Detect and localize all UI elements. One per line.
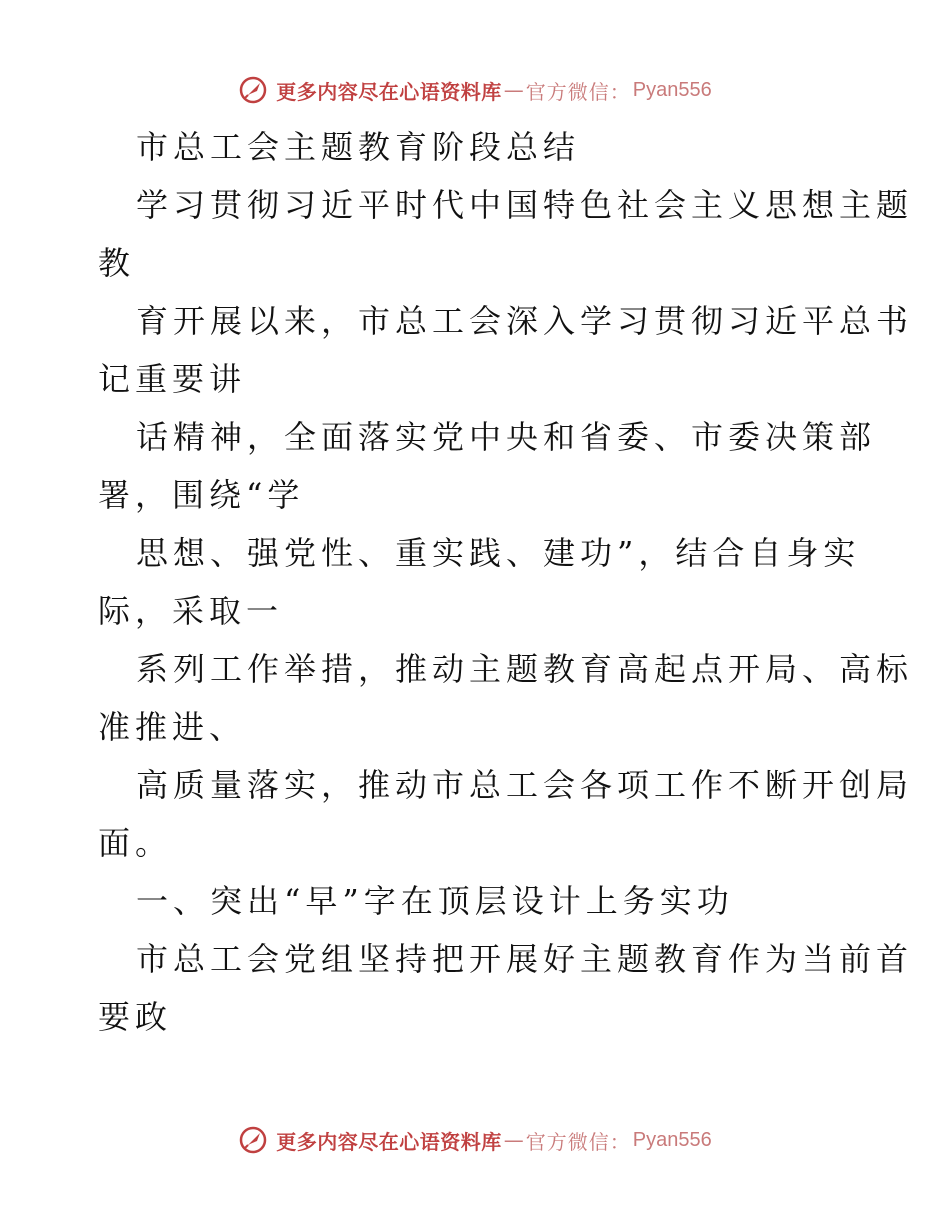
- watermark-wechat-id: Pyan556: [632, 1128, 712, 1151]
- watermark-sub-text: 官方微信：: [525, 1129, 631, 1154]
- paragraph-line: 育开展以来，市总工会深入学习贯彻习近平总书: [136, 302, 914, 340]
- paragraph-line: 准推进、: [98, 708, 247, 746]
- paragraph-line: 市总工会党组坚持把开展好主题教育作为当前首: [136, 940, 914, 978]
- quill-circle-logo-icon: [238, 75, 268, 105]
- paragraph-line: 教: [98, 244, 136, 282]
- paragraph-line: 际，采取一: [98, 592, 284, 630]
- watermark-sub-text: 官方微信：: [525, 79, 631, 104]
- paragraph-line: 话精神，全面落实党中央和省委、市委决策部: [136, 418, 877, 456]
- paragraph-line: 记重要讲: [98, 360, 247, 398]
- paragraph-line: 面。: [98, 824, 173, 862]
- header-watermark: [0, 70, 950, 110]
- watermark-wechat-id: Pyan556: [632, 78, 712, 101]
- section-heading: 一、突出“早”字在顶层设计上务实功: [136, 882, 734, 920]
- document-title: 市总工会主题教育阶段总结: [136, 128, 581, 166]
- footer-watermark: [0, 1120, 950, 1160]
- watermark-main-text: 更多内容尽在心语资料库: [276, 79, 502, 104]
- paragraph-line: 系列工作举措，推动主题教育高起点开局、高标: [136, 650, 914, 688]
- watermark-main-text: 更多内容尽在心语资料库: [276, 1129, 502, 1154]
- paragraph-line: 要政: [98, 998, 173, 1036]
- watermark-separator: —: [503, 1128, 524, 1152]
- quill-circle-logo-icon: [238, 1125, 268, 1155]
- paragraph-line: 署，围绕“学: [98, 476, 305, 514]
- watermark-separator: —: [503, 78, 524, 102]
- paragraph-line: 思想、强党性、重实践、建功”，结合自身实: [136, 534, 861, 572]
- paragraph-line: 高质量落实，推动市总工会各项工作不断开创局: [136, 766, 914, 804]
- document-body: [98, 118, 914, 1046]
- paragraph-line: 学习贯彻习近平时代中国特色社会主义思想主题: [136, 186, 914, 224]
